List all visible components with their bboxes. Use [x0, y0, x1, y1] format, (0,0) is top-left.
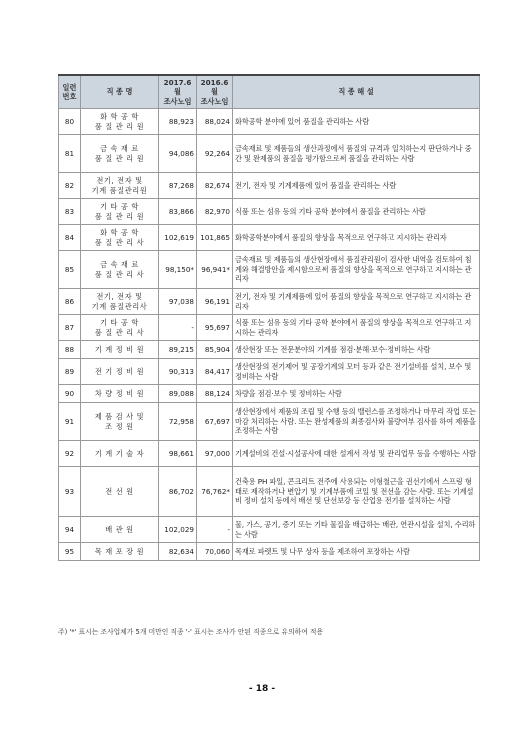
cell-serial-no: 84	[59, 225, 81, 251]
table-row	[59, 289, 480, 315]
cell-occupation-name: 전기, 전자 및 기계 품질관리원	[81, 173, 159, 199]
cell-occupation-description: 생산현장 또는 전문분야의 기계를 점검·분해·보수·정비하는 사람	[233, 341, 480, 359]
cell-wage-2017: -	[159, 315, 197, 341]
header-wage-2017: 2017.6월 조사노임	[159, 75, 197, 109]
cell-occupation-name: 기 계 정 비 원	[81, 341, 159, 359]
cell-occupation-description: 차량을 점검·보수 및 정비하는 사람	[233, 385, 480, 403]
cell-wage-2016: 76,762*	[197, 467, 233, 517]
cell-occupation-name: 금 속 재 료 품 질 관 리 사	[81, 251, 159, 289]
table-row	[59, 359, 480, 385]
cell-serial-no: 92	[59, 441, 81, 467]
cell-serial-no: 83	[59, 199, 81, 225]
cell-wage-2016: 84,417	[197, 359, 233, 385]
cell-wage-2016: 70,060	[197, 543, 233, 561]
header-occupation-description: 직 종 해 설	[233, 75, 480, 109]
cell-occupation-description: 식품 또는 섬유 등의 기타 공학 분야에서 품질을 관리하는 사람	[233, 199, 480, 225]
cell-wage-2016: 101,865	[197, 225, 233, 251]
cell-wage-2016: 96,941*	[197, 251, 233, 289]
cell-wage-2017: 90,313	[159, 359, 197, 385]
cell-wage-2017: 89,215	[159, 341, 197, 359]
table-row	[59, 467, 480, 517]
cell-occupation-name: 기 타 공 학 품 질 관 리 사	[81, 315, 159, 341]
cell-wage-2017: 102,619	[159, 225, 197, 251]
cell-occupation-name: 배 관 원	[81, 517, 159, 543]
cell-wage-2016: 97,000	[197, 441, 233, 467]
cell-wage-2017: 86,702	[159, 467, 197, 517]
cell-occupation-name: 기 타 공 학 품 질 관 리 원	[81, 199, 159, 225]
cell-wage-2016: 82,970	[197, 199, 233, 225]
cell-wage-2017: 94,086	[159, 135, 197, 173]
cell-serial-no: 91	[59, 403, 81, 441]
table-row	[59, 199, 480, 225]
cell-serial-no: 80	[59, 109, 81, 135]
cell-occupation-description: 생산현장의 전기제어 및 공장기계의 모터 등과 같은 전기설비를 설치, 보수 및 정비하는 사람	[233, 359, 480, 385]
cell-occupation-name: 화 학 공 학 품 질 관 리 원	[81, 109, 159, 135]
cell-occupation-description: 금속재료 및 제품들의 생산현장에서 품질관리원이 검사한 내역을 검토하여 침계와 해결방안을 제시함으로써 품질의 향상을 목적으로 연구하고 지시하는 관리자	[233, 251, 480, 289]
cell-occupation-description: 화학공학 분야에 있어 품질을 관리하는 사람	[233, 109, 480, 135]
cell-occupation-description: 전기, 전자 및 기계제품에 있어 품질을 관리하는 사람	[233, 173, 480, 199]
cell-serial-no: 93	[59, 467, 81, 517]
table-row	[59, 251, 480, 289]
header-serial-no: 일련 번호	[59, 75, 81, 109]
cell-serial-no: 85	[59, 251, 81, 289]
occupation-wage-table	[58, 74, 480, 561]
cell-wage-2017: 89,088	[159, 385, 197, 403]
cell-occupation-description: 식품 또는 섬유 등의 기타 공학 분야에서 품질의 향상을 목적으로 연구하고 지시하는 관리자	[233, 315, 480, 341]
table-row	[59, 135, 480, 173]
cell-occupation-name: 금 속 재 료 품 질 관 리 원	[81, 135, 159, 173]
table-row	[59, 385, 480, 403]
cell-occupation-description: 물, 가스, 공기, 증기 또는 기타 물질을 배급하는 배관, 연관시설을 설치, 수리하는 사람	[233, 517, 480, 543]
header-wage-2016: 2016.6월 조사노임	[197, 75, 233, 109]
cell-wage-2016: 67,697	[197, 403, 233, 441]
cell-serial-no: 81	[59, 135, 81, 173]
cell-wage-2017: 98,150*	[159, 251, 197, 289]
cell-serial-no: 94	[59, 517, 81, 543]
table-header-row	[59, 75, 480, 109]
cell-occupation-description: 금속재료 및 제품들의 생산과정에서 품질의 규격과 일치하는지 판단하거나 중간 및 완제품의 품질을 평가함으로써 품질을 관리하는 사람	[233, 135, 480, 173]
cell-occupation-name: 전 기 정 비 원	[81, 359, 159, 385]
cell-wage-2016: 82,674	[197, 173, 233, 199]
cell-wage-2017: 98,661	[159, 441, 197, 467]
cell-occupation-name: 기 계 기 술 자	[81, 441, 159, 467]
cell-serial-no: 87	[59, 315, 81, 341]
cell-serial-no: 82	[59, 173, 81, 199]
cell-wage-2017: 83,866	[159, 199, 197, 225]
header-occupation-name: 직 종 명	[81, 75, 159, 109]
cell-occupation-name: 화 학 공 학 품 질 관 리 사	[81, 225, 159, 251]
cell-occupation-description: 생산현장에서 제품의 조립 및 수행 등의 밸런스를 조정하거나 마무리 작업 또는 마감 처리하는 사람. 또는 완성제품의 최종검사와 불량여부 검사를 하여 제품을 조정하는 사람	[233, 403, 480, 441]
cell-wage-2016: 88,024	[197, 109, 233, 135]
cell-occupation-name: 목 재 포 장 원	[81, 543, 159, 561]
cell-wage-2016: 96,191	[197, 289, 233, 315]
footnote: 주) '*' 표시는 조사업체가 5개 미만인 직종 '-' 표시는 조사가 안된 직종으로 유의하여 적용	[58, 628, 324, 636]
cell-serial-no: 89	[59, 359, 81, 385]
table-row	[59, 173, 480, 199]
page-number: - 18 -	[248, 684, 276, 694]
table-row	[59, 517, 480, 543]
cell-wage-2017: 102,029	[159, 517, 197, 543]
cell-serial-no: 90	[59, 385, 81, 403]
cell-wage-2017: 97,038	[159, 289, 197, 315]
cell-wage-2016: 85,904	[197, 341, 233, 359]
cell-occupation-description: 목재로 파렛트 및 나무 상자 등을 제조하여 포장하는 사람	[233, 543, 480, 561]
cell-wage-2016: -	[197, 517, 233, 543]
table-row	[59, 225, 480, 251]
table-row	[59, 441, 480, 467]
cell-serial-no: 95	[59, 543, 81, 561]
cell-wage-2017: 82,634	[159, 543, 197, 561]
cell-occupation-name: 전 선 원	[81, 467, 159, 517]
cell-wage-2016: 92,264	[197, 135, 233, 173]
cell-serial-no: 86	[59, 289, 81, 315]
cell-occupation-name: 전기, 전자 및 기계 품질관리사	[81, 289, 159, 315]
cell-wage-2017: 72,958	[159, 403, 197, 441]
cell-occupation-description: 전기, 전자 및 기계제품에 있어 품질의 향상을 목적으로 연구하고 지시하는 관리자	[233, 289, 480, 315]
table-row	[59, 403, 480, 441]
table-row	[59, 109, 480, 135]
cell-occupation-name: 제 품 검 사 및 조 정 원	[81, 403, 159, 441]
cell-occupation-name: 차 량 정 비 원	[81, 385, 159, 403]
cell-occupation-description: 건축용 PH 파일, 콘크리트 전주에 사용되는 이형철근을 권선기에서 스프링 형태로 제작하거나 변압기 및 기계부품에 코일 및 전선을 감는 사람. 또는 기계설비 정비 설치 등에서 배선 및 단선보강 등 산업용 전기를 설치하는 사람	[233, 467, 480, 517]
table-row	[59, 341, 480, 359]
cell-wage-2017: 87,268	[159, 173, 197, 199]
table-row	[59, 543, 480, 561]
cell-occupation-description: 기계설비의 건설·시설공사에 대한 설계서 작성 및 관리업무 등을 수행하는 사람	[233, 441, 480, 467]
wage-table-sheet	[58, 74, 479, 561]
cell-serial-no: 88	[59, 341, 81, 359]
cell-wage-2016: 88,124	[197, 385, 233, 403]
cell-wage-2017: 88,923	[159, 109, 197, 135]
cell-occupation-description: 화학공학분야에서 품질의 향상을 목적으로 연구하고 지시하는 관리자	[233, 225, 480, 251]
table-body	[59, 109, 480, 561]
table-row	[59, 315, 480, 341]
cell-wage-2016: 95,697	[197, 315, 233, 341]
